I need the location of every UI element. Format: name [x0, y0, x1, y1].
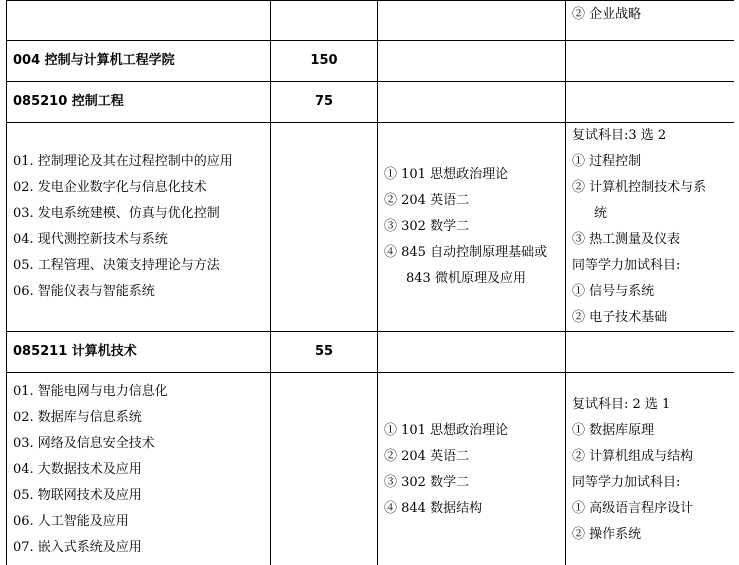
direction-item: 06. 人工智能及应用 — [13, 514, 129, 529]
college-row — [7, 41, 735, 82]
extra-exam-heading: 同等学力加试科目: — [572, 258, 681, 273]
table-row-continued — [7, 1, 735, 41]
retest-subjects-cell — [566, 123, 735, 332]
program-detail-row-computer-technology — [7, 373, 735, 565]
extra-exam-item: ② 电子技术基础 — [572, 310, 668, 325]
program-name: 085210 控制工程 — [7, 82, 271, 123]
program-row-computer-technology — [7, 332, 735, 373]
exam-item: ④ 845 自动控制原理基础或 — [384, 245, 548, 260]
exam-item: ③ 302 数学二 — [384, 475, 470, 490]
college-count: 150 — [271, 41, 378, 82]
exam-item: ④ 844 数据结构 — [384, 501, 483, 516]
retest-heading: 复试科目: 2 选 1 — [572, 397, 671, 412]
extra-exam-heading: 同等学力加试科目: — [572, 475, 681, 490]
direction-item: 01. 控制理论及其在过程控制中的应用 — [13, 154, 233, 169]
retest-item: ③ 热工测量及仪表 — [572, 232, 681, 247]
retest-item: ② 计算机控制技术与系 — [572, 180, 707, 195]
exam-subjects-cell — [378, 373, 566, 565]
empty-cell — [271, 1, 378, 41]
empty-cell — [566, 41, 735, 82]
direction-item: 01. 智能电网与电力信息化 — [13, 384, 168, 399]
program-count: 75 — [271, 82, 378, 123]
continued-retest-item: ② 企业战略 — [566, 1, 735, 41]
exam-item: ② 204 英语二 — [384, 193, 470, 208]
exam-item: ③ 302 数学二 — [384, 219, 470, 234]
retest-heading: 复试科目:3 选 2 — [572, 128, 667, 143]
empty-cell — [378, 1, 566, 41]
exam-item: ① 101 思想政治理论 — [384, 423, 509, 438]
retest-item: ① 过程控制 — [572, 154, 642, 169]
empty-cell — [566, 332, 735, 373]
exam-item: ② 204 英语二 — [384, 449, 470, 464]
direction-item: 06. 智能仪表与智能系统 — [13, 284, 155, 299]
direction-item: 03. 发电系统建模、仿真与优化控制 — [13, 206, 220, 221]
retest-item: ② 计算机组成与结构 — [572, 449, 694, 464]
empty-cell — [271, 123, 378, 332]
direction-item: 04. 大数据技术及应用 — [13, 462, 142, 477]
retest-item: ① 数据库原理 — [572, 423, 655, 438]
direction-item: 05. 工程管理、决策支持理论与方法 — [13, 258, 220, 273]
extra-exam-item: ① 高级语言程序设计 — [572, 501, 694, 516]
direction-item: 04. 现代测控新技术与系统 — [13, 232, 168, 247]
empty-cell — [378, 332, 566, 373]
retest-item-continuation: 统 — [594, 206, 608, 221]
program-name: 085211 计算机技术 — [7, 332, 271, 373]
admission-catalog-table-page — [6, 0, 734, 565]
program-count: 55 — [271, 332, 378, 373]
exam-item-continuation: 843 微机原理及应用 — [406, 271, 526, 286]
retest-subjects-cell — [566, 373, 735, 565]
research-directions-cell — [7, 373, 271, 565]
empty-cell — [271, 373, 378, 565]
extra-exam-item: ① 信号与系统 — [572, 284, 655, 299]
research-directions-cell — [7, 123, 271, 332]
empty-cell — [378, 41, 566, 82]
extra-exam-item: ② 操作系统 — [572, 527, 642, 542]
direction-item: 02. 数据库与信息系统 — [13, 410, 142, 425]
admission-catalog-table — [6, 0, 734, 565]
exam-item: ① 101 思想政治理论 — [384, 167, 509, 182]
direction-item: 05. 物联网技术及应用 — [13, 488, 142, 503]
direction-item: 02. 发电企业数字化与信息化技术 — [13, 180, 207, 195]
direction-item: 07. 嵌入式系统及应用 — [13, 540, 142, 555]
program-row-control-engineering — [7, 82, 735, 123]
direction-item: 03. 网络及信息安全技术 — [13, 436, 155, 451]
program-detail-row-control-engineering — [7, 123, 735, 332]
college-name: 004 控制与计算机工程学院 — [7, 41, 271, 82]
empty-cell — [7, 1, 271, 41]
empty-cell — [566, 82, 735, 123]
empty-cell — [378, 82, 566, 123]
exam-subjects-cell — [378, 123, 566, 332]
